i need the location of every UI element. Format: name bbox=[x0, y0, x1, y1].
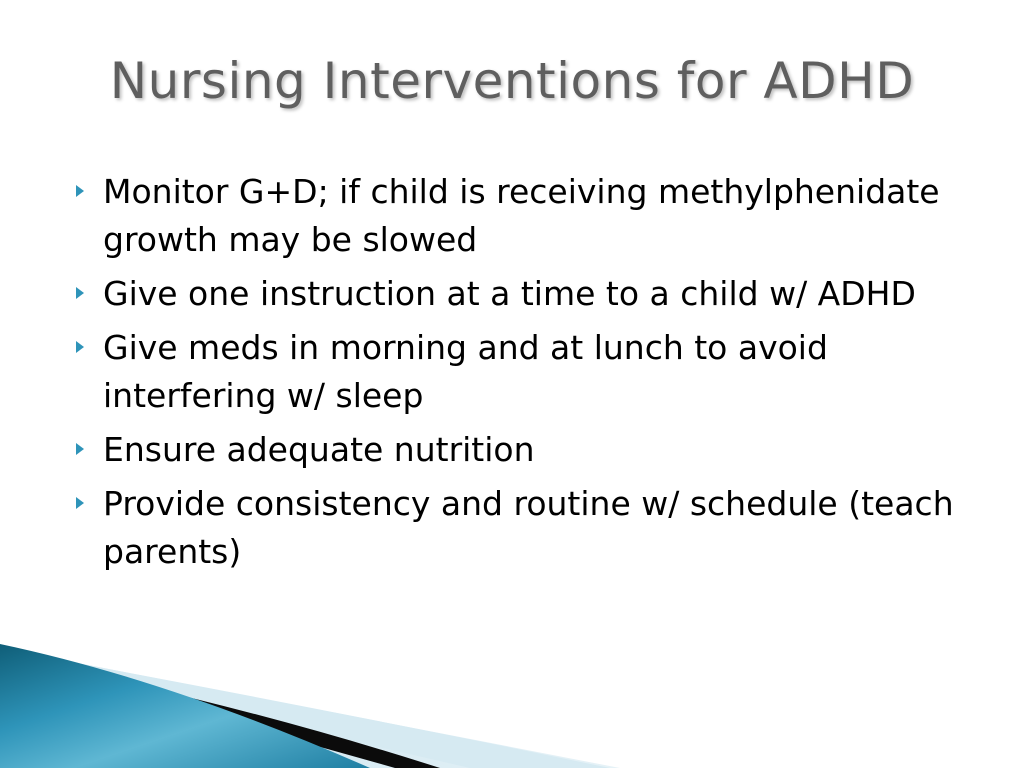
list-item bbox=[72, 480, 972, 576]
bullet-text: Monitor G+D; if child is receiving methylphenidate growth may be slowed bbox=[103, 172, 940, 259]
bullet-text: Give meds in morning and at lunch to avoid interfering w/ sleep bbox=[103, 328, 828, 415]
triangle-right-icon bbox=[76, 185, 84, 197]
swoosh-blue-band bbox=[0, 644, 370, 768]
list-item bbox=[72, 426, 972, 474]
triangle-right-icon bbox=[76, 287, 84, 299]
slide-title: Nursing Interventions for ADHD bbox=[109, 52, 915, 110]
triangle-right-icon bbox=[76, 443, 84, 455]
triangle-right-icon bbox=[76, 341, 84, 353]
triangle-right-icon bbox=[76, 497, 84, 509]
list-item bbox=[72, 270, 972, 318]
bullet-text: Provide consistency and routine w/ schedule (teach parents) bbox=[103, 484, 954, 571]
decorative-swoosh bbox=[0, 600, 1024, 768]
list-item bbox=[72, 324, 972, 420]
list-item bbox=[72, 168, 972, 264]
bullet-list bbox=[72, 168, 972, 582]
bullet-text: Give one instruction at a time to a child w/ ADHD bbox=[103, 274, 916, 313]
bullet-text: Ensure adequate nutrition bbox=[103, 430, 535, 469]
